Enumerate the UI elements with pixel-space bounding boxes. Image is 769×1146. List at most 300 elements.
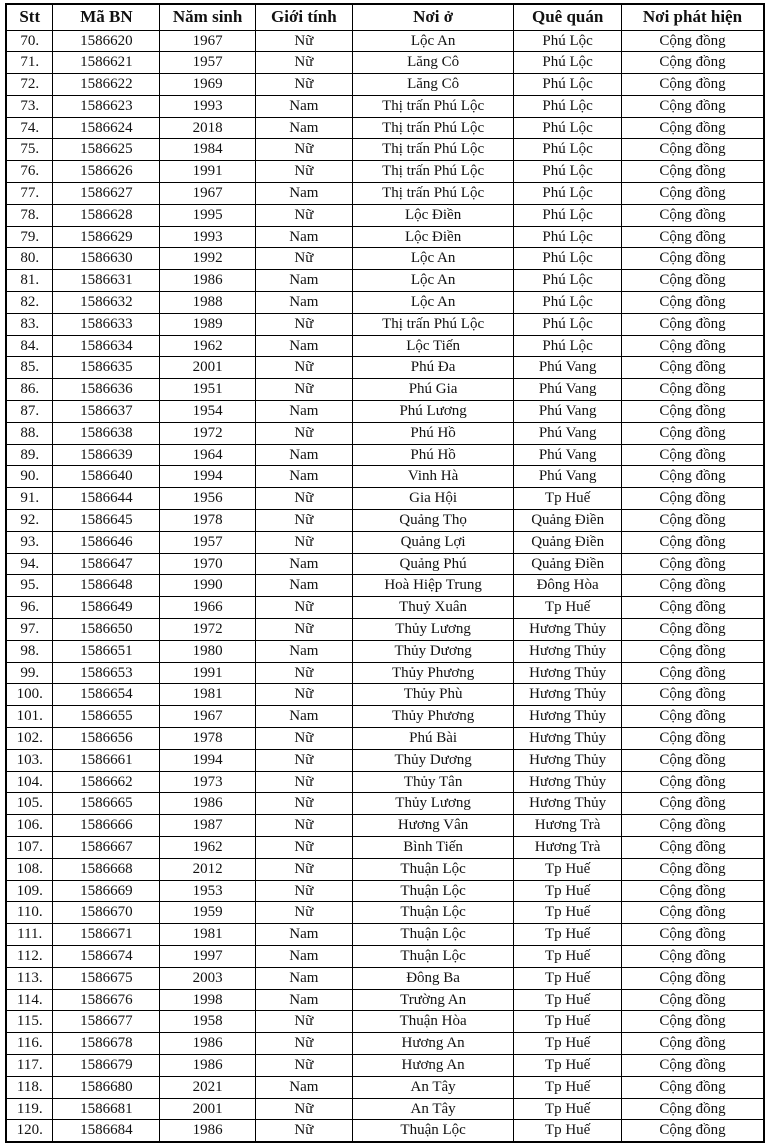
cell-noi_o: Đông Ba	[352, 967, 513, 989]
cell-noi_o: Thủy Dương	[352, 640, 513, 662]
cell-que_quan: Tp Huế	[514, 902, 622, 924]
cell-noi_phat_hien: Cộng đồng	[621, 466, 764, 488]
table-row	[6, 575, 764, 597]
cell-nam_sinh: 1994	[160, 749, 256, 771]
cell-ma_bn: 1586625	[53, 139, 160, 161]
cell-nam_sinh: 1991	[160, 161, 256, 183]
cell-stt: 111.	[6, 924, 53, 946]
cell-stt: 112.	[6, 945, 53, 967]
cell-gioi_tinh: Nữ	[255, 858, 352, 880]
cell-ma_bn: 1586655	[53, 706, 160, 728]
cell-stt: 83.	[6, 313, 53, 335]
cell-noi_phat_hien: Cộng đồng	[621, 335, 764, 357]
table-row	[6, 379, 764, 401]
cell-noi_o: Hoà Hiệp Trung	[352, 575, 513, 597]
cell-que_quan: Phú Vang	[514, 401, 622, 423]
cell-ma_bn: 1586671	[53, 924, 160, 946]
cell-stt: 109.	[6, 880, 53, 902]
cell-nam_sinh: 1973	[160, 771, 256, 793]
table-row	[6, 924, 764, 946]
cell-gioi_tinh: Nữ	[255, 379, 352, 401]
cell-noi_phat_hien: Cộng đồng	[621, 357, 764, 379]
table-row	[6, 357, 764, 379]
table-row	[6, 444, 764, 466]
cell-nam_sinh: 2001	[160, 1098, 256, 1120]
cell-noi_phat_hien: Cộng đồng	[621, 640, 764, 662]
cell-noi_o: Thủy Tân	[352, 771, 513, 793]
cell-ma_bn: 1586668	[53, 858, 160, 880]
cell-noi_o: Thuận Lộc	[352, 1120, 513, 1142]
cell-noi_o: Thị trấn Phú Lộc	[352, 139, 513, 161]
cell-ma_bn: 1586620	[53, 30, 160, 52]
cell-noi_phat_hien: Cộng đồng	[621, 401, 764, 423]
cell-noi_phat_hien: Cộng đồng	[621, 597, 764, 619]
table-row	[6, 466, 764, 488]
cell-que_quan: Hương Trà	[514, 815, 622, 837]
cell-noi_phat_hien: Cộng đồng	[621, 815, 764, 837]
table-row	[6, 1098, 764, 1120]
cell-nam_sinh: 1967	[160, 30, 256, 52]
cell-noi_o: Phú Gia	[352, 379, 513, 401]
cell-nam_sinh: 1969	[160, 74, 256, 96]
cell-noi_phat_hien: Cộng đồng	[621, 1011, 764, 1033]
cell-stt: 88.	[6, 422, 53, 444]
cell-noi_phat_hien: Cộng đồng	[621, 749, 764, 771]
table-row	[6, 1054, 764, 1076]
cell-noi_o: Thủy Phù	[352, 684, 513, 706]
cell-stt: 82.	[6, 292, 53, 314]
table-header	[6, 4, 764, 30]
cell-noi_o: Thủy Phương	[352, 662, 513, 684]
cell-gioi_tinh: Nữ	[255, 30, 352, 52]
cell-ma_bn: 1586666	[53, 815, 160, 837]
cell-nam_sinh: 1967	[160, 183, 256, 205]
cell-ma_bn: 1586665	[53, 793, 160, 815]
cell-que_quan: Tp Huế	[514, 858, 622, 880]
cell-nam_sinh: 1959	[160, 902, 256, 924]
cell-stt: 103.	[6, 749, 53, 771]
cell-nam_sinh: 1951	[160, 379, 256, 401]
table-row	[6, 880, 764, 902]
cell-nam_sinh: 1981	[160, 924, 256, 946]
table-row	[6, 335, 764, 357]
cell-gioi_tinh: Nam	[255, 945, 352, 967]
cell-nam_sinh: 1993	[160, 95, 256, 117]
cell-noi_o: Thuận Lộc	[352, 902, 513, 924]
table-row	[6, 619, 764, 641]
cell-nam_sinh: 1991	[160, 662, 256, 684]
cell-que_quan: Tp Huế	[514, 488, 622, 510]
cell-gioi_tinh: Nữ	[255, 422, 352, 444]
cell-gioi_tinh: Nữ	[255, 1120, 352, 1142]
cell-stt: 72.	[6, 74, 53, 96]
table-row	[6, 945, 764, 967]
cell-stt: 90.	[6, 466, 53, 488]
cell-ma_bn: 1586654	[53, 684, 160, 706]
cell-que_quan: Phú Lộc	[514, 226, 622, 248]
cell-stt: 117.	[6, 1054, 53, 1076]
cell-que_quan: Phú Vang	[514, 379, 622, 401]
cell-ma_bn: 1586640	[53, 466, 160, 488]
cell-noi_phat_hien: Cộng đồng	[621, 945, 764, 967]
cell-noi_o: Lộc An	[352, 30, 513, 52]
cell-nam_sinh: 1966	[160, 597, 256, 619]
cell-ma_bn: 1586624	[53, 117, 160, 139]
column-header-noi-phat-hien: Nơi phát hiện	[621, 4, 764, 30]
cell-noi_phat_hien: Cộng đồng	[621, 836, 764, 858]
cell-gioi_tinh: Nam	[255, 270, 352, 292]
cell-noi_o: Thuận Hòa	[352, 1011, 513, 1033]
cell-gioi_tinh: Nam	[255, 967, 352, 989]
cell-gioi_tinh: Nữ	[255, 684, 352, 706]
header-row	[6, 4, 764, 30]
cell-que_quan: Tp Huế	[514, 1076, 622, 1098]
cell-noi_o: Lộc Tiến	[352, 335, 513, 357]
cell-noi_o: Lộc An	[352, 270, 513, 292]
cell-gioi_tinh: Nữ	[255, 52, 352, 74]
cell-noi_o: An Tây	[352, 1076, 513, 1098]
cell-ma_bn: 1586684	[53, 1120, 160, 1142]
cell-gioi_tinh: Nữ	[255, 357, 352, 379]
cell-que_quan: Hương Thủy	[514, 749, 622, 771]
cell-stt: 107.	[6, 836, 53, 858]
cell-que_quan: Hương Thủy	[514, 619, 622, 641]
cell-que_quan: Phú Lộc	[514, 117, 622, 139]
cell-noi_o: Phú Hồ	[352, 444, 513, 466]
cell-ma_bn: 1586637	[53, 401, 160, 423]
cell-stt: 80.	[6, 248, 53, 270]
cell-noi_phat_hien: Cộng đồng	[621, 204, 764, 226]
cell-stt: 110.	[6, 902, 53, 924]
cell-ma_bn: 1586651	[53, 640, 160, 662]
cell-gioi_tinh: Nam	[255, 117, 352, 139]
cell-que_quan: Tp Huế	[514, 1098, 622, 1120]
column-header-nam-sinh: Năm sinh	[160, 4, 256, 30]
cell-nam_sinh: 1953	[160, 880, 256, 902]
cell-stt: 75.	[6, 139, 53, 161]
cell-nam_sinh: 1964	[160, 444, 256, 466]
cell-noi_phat_hien: Cộng đồng	[621, 292, 764, 314]
cell-gioi_tinh: Nữ	[255, 836, 352, 858]
table-row	[6, 815, 764, 837]
cell-noi_phat_hien: Cộng đồng	[621, 924, 764, 946]
table-row	[6, 684, 764, 706]
cell-gioi_tinh: Nam	[255, 575, 352, 597]
cell-gioi_tinh: Nữ	[255, 139, 352, 161]
cell-ma_bn: 1586674	[53, 945, 160, 967]
cell-que_quan: Phú Vang	[514, 466, 622, 488]
cell-gioi_tinh: Nữ	[255, 902, 352, 924]
table-row	[6, 292, 764, 314]
cell-ma_bn: 1586633	[53, 313, 160, 335]
cell-que_quan: Tp Huế	[514, 1033, 622, 1055]
table-row	[6, 749, 764, 771]
cell-que_quan: Phú Lộc	[514, 74, 622, 96]
cell-noi_phat_hien: Cộng đồng	[621, 1098, 764, 1120]
table-row	[6, 553, 764, 575]
cell-noi_phat_hien: Cộng đồng	[621, 858, 764, 880]
cell-noi_o: Hương An	[352, 1033, 513, 1055]
cell-gioi_tinh: Nữ	[255, 662, 352, 684]
cell-gioi_tinh: Nữ	[255, 74, 352, 96]
cell-noi_phat_hien: Cộng đồng	[621, 706, 764, 728]
cell-stt: 106.	[6, 815, 53, 837]
cell-noi_o: Lăng Cô	[352, 74, 513, 96]
table-row	[6, 117, 764, 139]
cell-noi_phat_hien: Cộng đồng	[621, 684, 764, 706]
cell-noi_o: Phú Đa	[352, 357, 513, 379]
cell-noi_o: Quảng Thọ	[352, 510, 513, 532]
cell-gioi_tinh: Nam	[255, 1076, 352, 1098]
cell-que_quan: Phú Lộc	[514, 248, 622, 270]
cell-ma_bn: 1586621	[53, 52, 160, 74]
cell-ma_bn: 1586680	[53, 1076, 160, 1098]
cell-ma_bn: 1586639	[53, 444, 160, 466]
cell-noi_phat_hien: Cộng đồng	[621, 248, 764, 270]
table-row	[6, 531, 764, 553]
table-row	[6, 270, 764, 292]
cell-que_quan: Phú Lộc	[514, 52, 622, 74]
cell-noi_phat_hien: Cộng đồng	[621, 74, 764, 96]
cell-que_quan: Hương Thủy	[514, 684, 622, 706]
cell-nam_sinh: 1978	[160, 728, 256, 750]
cell-noi_o: Lăng Cô	[352, 52, 513, 74]
cell-noi_phat_hien: Cộng đồng	[621, 1033, 764, 1055]
cell-gioi_tinh: Nam	[255, 924, 352, 946]
cell-gioi_tinh: Nữ	[255, 1011, 352, 1033]
cell-stt: 105.	[6, 793, 53, 815]
cell-nam_sinh: 1986	[160, 1120, 256, 1142]
cell-stt: 71.	[6, 52, 53, 74]
table-row	[6, 902, 764, 924]
cell-stt: 86.	[6, 379, 53, 401]
cell-gioi_tinh: Nam	[255, 553, 352, 575]
cell-nam_sinh: 1992	[160, 248, 256, 270]
cell-que_quan: Tp Huế	[514, 989, 622, 1011]
cell-noi_phat_hien: Cộng đồng	[621, 183, 764, 205]
column-header-noi-o: Nơi ở	[352, 4, 513, 30]
table-row	[6, 967, 764, 989]
cell-ma_bn: 1586670	[53, 902, 160, 924]
cell-stt: 73.	[6, 95, 53, 117]
cell-noi_phat_hien: Cộng đồng	[621, 531, 764, 553]
cell-gioi_tinh: Nữ	[255, 510, 352, 532]
cell-noi_phat_hien: Cộng đồng	[621, 989, 764, 1011]
cell-gioi_tinh: Nữ	[255, 161, 352, 183]
column-header-que-quan: Quê quán	[514, 4, 622, 30]
cell-stt: 118.	[6, 1076, 53, 1098]
table-row	[6, 858, 764, 880]
cell-noi_phat_hien: Cộng đồng	[621, 880, 764, 902]
cell-nam_sinh: 1984	[160, 139, 256, 161]
cell-nam_sinh: 1994	[160, 466, 256, 488]
cell-ma_bn: 1586650	[53, 619, 160, 641]
cell-stt: 93.	[6, 531, 53, 553]
cell-que_quan: Phú Lộc	[514, 292, 622, 314]
cell-noi_o: Thuận Lộc	[352, 945, 513, 967]
cell-noi_phat_hien: Cộng đồng	[621, 1076, 764, 1098]
cell-gioi_tinh: Nữ	[255, 531, 352, 553]
cell-noi_phat_hien: Cộng đồng	[621, 662, 764, 684]
cell-que_quan: Tp Huế	[514, 924, 622, 946]
cell-gioi_tinh: Nam	[255, 226, 352, 248]
cell-que_quan: Hương Trà	[514, 836, 622, 858]
table-row	[6, 422, 764, 444]
cell-noi_o: Quảng Lợi	[352, 531, 513, 553]
cell-stt: 92.	[6, 510, 53, 532]
cell-gioi_tinh: Nam	[255, 292, 352, 314]
column-header-ma-bn: Mã BN	[53, 4, 160, 30]
cell-noi_o: An Tây	[352, 1098, 513, 1120]
cell-noi_o: Vinh Hà	[352, 466, 513, 488]
cell-stt: 104.	[6, 771, 53, 793]
cell-nam_sinh: 1986	[160, 1054, 256, 1076]
cell-noi_o: Thuận Lộc	[352, 924, 513, 946]
cell-noi_o: Thủy Lương	[352, 619, 513, 641]
cell-gioi_tinh: Nữ	[255, 204, 352, 226]
cell-ma_bn: 1586681	[53, 1098, 160, 1120]
cell-nam_sinh: 1987	[160, 815, 256, 837]
table-row	[6, 1033, 764, 1055]
cell-noi_o: Thị trấn Phú Lộc	[352, 117, 513, 139]
cell-stt: 101.	[6, 706, 53, 728]
cell-noi_phat_hien: Cộng đồng	[621, 422, 764, 444]
cell-que_quan: Quảng Điền	[514, 531, 622, 553]
cell-noi_phat_hien: Cộng đồng	[621, 52, 764, 74]
cell-ma_bn: 1586644	[53, 488, 160, 510]
cell-stt: 95.	[6, 575, 53, 597]
table-row	[6, 401, 764, 423]
cell-noi_phat_hien: Cộng đồng	[621, 619, 764, 641]
cell-stt: 116.	[6, 1033, 53, 1055]
cell-gioi_tinh: Nữ	[255, 815, 352, 837]
table-row	[6, 662, 764, 684]
cell-nam_sinh: 1986	[160, 1033, 256, 1055]
table-row	[6, 52, 764, 74]
cell-noi_phat_hien: Cộng đồng	[621, 270, 764, 292]
cell-gioi_tinh: Nữ	[255, 793, 352, 815]
table-row	[6, 706, 764, 728]
cell-stt: 108.	[6, 858, 53, 880]
cell-que_quan: Hương Thủy	[514, 771, 622, 793]
cell-que_quan: Hương Thủy	[514, 728, 622, 750]
cell-ma_bn: 1586634	[53, 335, 160, 357]
cell-ma_bn: 1586669	[53, 880, 160, 902]
cell-noi_o: Thủy Dương	[352, 749, 513, 771]
cell-que_quan: Phú Lộc	[514, 313, 622, 335]
cell-stt: 78.	[6, 204, 53, 226]
cell-noi_o: Lộc An	[352, 248, 513, 270]
table-row	[6, 728, 764, 750]
cell-gioi_tinh: Nam	[255, 95, 352, 117]
cell-stt: 114.	[6, 989, 53, 1011]
cell-nam_sinh: 1993	[160, 226, 256, 248]
table-row	[6, 1120, 764, 1142]
table-row	[6, 793, 764, 815]
table-row	[6, 248, 764, 270]
cell-ma_bn: 1586648	[53, 575, 160, 597]
cell-nam_sinh: 1967	[160, 706, 256, 728]
cell-stt: 70.	[6, 30, 53, 52]
cell-noi_phat_hien: Cộng đồng	[621, 793, 764, 815]
cell-que_quan: Phú Lộc	[514, 139, 622, 161]
cell-que_quan: Hương Thủy	[514, 640, 622, 662]
cell-gioi_tinh: Nữ	[255, 313, 352, 335]
column-header-stt: Stt	[6, 4, 53, 30]
cell-nam_sinh: 2012	[160, 858, 256, 880]
cell-gioi_tinh: Nam	[255, 401, 352, 423]
cell-stt: 98.	[6, 640, 53, 662]
cell-nam_sinh: 1978	[160, 510, 256, 532]
cell-nam_sinh: 1972	[160, 619, 256, 641]
cell-que_quan: Phú Vang	[514, 422, 622, 444]
cell-noi_phat_hien: Cộng đồng	[621, 226, 764, 248]
cell-noi_o: Thị trấn Phú Lộc	[352, 161, 513, 183]
column-header-gioi-tinh: Giới tính	[255, 4, 352, 30]
cell-nam_sinh: 1957	[160, 52, 256, 74]
cell-nam_sinh: 1958	[160, 1011, 256, 1033]
cell-gioi_tinh: Nữ	[255, 597, 352, 619]
cell-nam_sinh: 1962	[160, 836, 256, 858]
cell-stt: 76.	[6, 161, 53, 183]
cell-nam_sinh: 1957	[160, 531, 256, 553]
cell-ma_bn: 1586667	[53, 836, 160, 858]
cell-nam_sinh: 1986	[160, 793, 256, 815]
cell-nam_sinh: 1970	[160, 553, 256, 575]
cell-noi_o: Phú Hồ	[352, 422, 513, 444]
cell-stt: 102.	[6, 728, 53, 750]
cell-nam_sinh: 1954	[160, 401, 256, 423]
cell-nam_sinh: 2003	[160, 967, 256, 989]
cell-que_quan: Phú Lộc	[514, 335, 622, 357]
cell-nam_sinh: 1981	[160, 684, 256, 706]
cell-stt: 120.	[6, 1120, 53, 1142]
cell-nam_sinh: 1998	[160, 989, 256, 1011]
cell-nam_sinh: 2021	[160, 1076, 256, 1098]
cell-noi_phat_hien: Cộng đồng	[621, 139, 764, 161]
cell-noi_o: Lộc Điền	[352, 204, 513, 226]
cell-noi_o: Thị trấn Phú Lộc	[352, 183, 513, 205]
cell-nam_sinh: 1956	[160, 488, 256, 510]
cell-ma_bn: 1586678	[53, 1033, 160, 1055]
table-row	[6, 836, 764, 858]
cell-que_quan: Phú Lộc	[514, 161, 622, 183]
cell-noi_o: Thủy Lương	[352, 793, 513, 815]
cell-ma_bn: 1586647	[53, 553, 160, 575]
cell-ma_bn: 1586662	[53, 771, 160, 793]
patient-table	[5, 3, 765, 1143]
cell-stt: 79.	[6, 226, 53, 248]
cell-noi_phat_hien: Cộng đồng	[621, 728, 764, 750]
cell-noi_phat_hien: Cộng đồng	[621, 902, 764, 924]
cell-ma_bn: 1586623	[53, 95, 160, 117]
cell-noi_phat_hien: Cộng đồng	[621, 510, 764, 532]
cell-noi_phat_hien: Cộng đồng	[621, 1120, 764, 1142]
table-row	[6, 771, 764, 793]
cell-noi_o: Thuỷ Xuân	[352, 597, 513, 619]
cell-noi_o: Hương An	[352, 1054, 513, 1076]
cell-que_quan: Phú Vang	[514, 357, 622, 379]
cell-stt: 96.	[6, 597, 53, 619]
cell-ma_bn: 1586636	[53, 379, 160, 401]
cell-noi_o: Thuận Lộc	[352, 858, 513, 880]
cell-gioi_tinh: Nam	[255, 183, 352, 205]
cell-noi_phat_hien: Cộng đồng	[621, 967, 764, 989]
table-row	[6, 1076, 764, 1098]
cell-stt: 119.	[6, 1098, 53, 1120]
cell-ma_bn: 1586645	[53, 510, 160, 532]
cell-ma_bn: 1586635	[53, 357, 160, 379]
